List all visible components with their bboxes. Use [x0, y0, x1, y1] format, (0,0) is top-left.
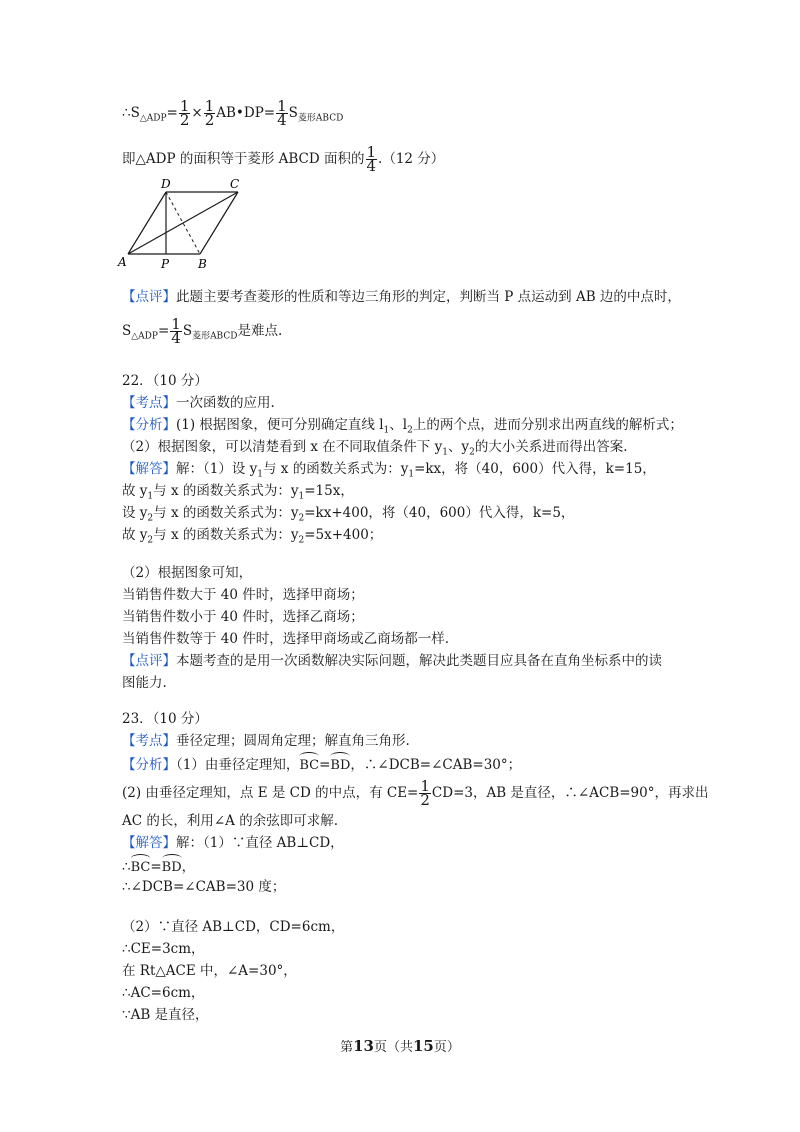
q23-part2-2 — [122, 940, 205, 958]
dianping-text: 本题考查的是用一次函数解决实际问题，解决此类题目应具备在直角坐标系中的读 — [176, 653, 662, 669]
q22-part2-4 — [122, 630, 449, 648]
q23-heading — [122, 710, 208, 728]
equals-sign: = — [150, 859, 162, 875]
fenxi-text: （2）根据图象，可以清楚看到 x 在不同取值条件下 y — [122, 439, 443, 455]
jieda-text: （2）∵直径 AB⊥CD，CD=6cm， — [122, 919, 345, 935]
jieda-text: =5x+400； — [304, 527, 383, 543]
arc-bd: BD — [162, 856, 182, 877]
therefore-sign: ∴ — [122, 859, 131, 875]
jieda-text: 与 x 的函数关系式为：y — [153, 505, 299, 521]
fenxi-text: (1) 根据图象，便可分别确定直线 l — [176, 417, 384, 433]
fraction-num: 1 — [171, 315, 181, 333]
q23-part2-1 — [122, 918, 344, 936]
q22-jieda-4 — [122, 526, 382, 550]
score-text: .（12 分） — [378, 151, 445, 167]
footer-text: 页（共 — [373, 1040, 413, 1055]
fraction-num: 1 — [277, 97, 287, 115]
kaodian-tag: 【考点】 — [122, 733, 176, 749]
q22-part2-3 — [122, 608, 364, 626]
q23-jieda-3 — [122, 878, 285, 896]
s-symbol: S — [288, 105, 298, 121]
q22-part2-1 — [122, 564, 252, 582]
arc-bd: BD — [330, 754, 350, 775]
fraction-den: 4 — [277, 111, 287, 129]
fraction-quarter — [276, 97, 288, 129]
jieda-text: 当销售件数大于 40 件时，选择甲商场； — [122, 587, 364, 603]
q23-fenxi-2 — [122, 777, 709, 809]
jieda-text: 在 Rt△ACE 中，∠A=30°， — [122, 963, 297, 979]
equals-sign: = — [157, 323, 170, 339]
fraction-half-1 — [179, 97, 191, 129]
jieda-text: 设 y — [122, 505, 148, 521]
fenxi-tag: 【分析】 — [122, 757, 176, 773]
q23-kaodian — [122, 732, 410, 750]
edge-cb — [200, 192, 238, 254]
label-b: B — [198, 257, 207, 271]
jieda-text: 与 x 的函数关系式为：y — [263, 461, 409, 477]
subscript: 2 — [469, 447, 475, 458]
comment-text: 此题主要考查菱形的性质和等边三角形的判定，判断当 P 点运动到 AB 边的中点时， — [176, 289, 681, 305]
fenxi-text: （1）由垂径定理知， — [176, 757, 300, 773]
page-total: 15 — [413, 1037, 434, 1055]
subscript: 2 — [298, 535, 305, 546]
s-symbol: S — [122, 323, 132, 339]
area-equation-line — [122, 97, 344, 129]
equals-sign: = — [319, 757, 331, 773]
fraction-den: 4 — [171, 329, 181, 347]
q23-part2-5 — [122, 1006, 209, 1024]
jieda-text: 故 y — [122, 483, 148, 499]
q23-part2-3 — [122, 962, 297, 980]
equals-sign: = — [166, 105, 178, 121]
jieda-tag: 【解答】 — [122, 835, 176, 851]
fraction-num: 1 — [204, 97, 215, 115]
comment-line-2 — [122, 315, 283, 347]
label-a: A — [118, 255, 127, 269]
q22-dianping-2 — [122, 674, 167, 692]
fraction-den: 2 — [204, 111, 215, 129]
kaodian-text: 一次函数的应用. — [176, 395, 275, 411]
rhombus-figure — [116, 176, 248, 272]
jieda-text: 故 y — [122, 527, 148, 543]
q22-jieda-1 — [122, 460, 656, 484]
dianping-text: 图能力. — [122, 675, 167, 691]
jieda-text: ∵AB 是直径， — [122, 1007, 209, 1023]
jieda-text: ∴CE=3cm， — [122, 941, 205, 957]
comma: ， — [181, 859, 196, 875]
subscript: 1 — [298, 491, 305, 502]
q23-fenxi-3 — [122, 812, 338, 830]
fraction-half — [419, 777, 431, 809]
label-d: D — [161, 177, 171, 191]
subscript-rhombus: 菱形ABCD — [192, 331, 238, 342]
jieda-tag: 【解答】 — [122, 461, 176, 477]
fenxi-text: ，∴∠DCB=∠CAB=30°； — [350, 757, 522, 773]
ab-dp-text: AB•DP= — [216, 105, 276, 121]
fraction-num: 1 — [366, 143, 377, 161]
subscript: 2 — [147, 513, 154, 524]
fenxi-text: 的大小关系进而得出答案. — [474, 439, 628, 455]
page-footer — [0, 1036, 800, 1055]
fenxi-text: CD=3，AB 是直径，∴∠ACB=90°，再求出 — [431, 785, 709, 801]
times-sign: × — [191, 105, 203, 121]
arc-bc: BC — [131, 856, 151, 877]
jieda-text: 解：（1）∵直径 AB⊥CD， — [176, 835, 344, 851]
fraction-num: 1 — [179, 97, 190, 115]
fenxi-text: AC 的长，利用∠A 的余弦即可求解. — [122, 813, 339, 829]
fraction-quarter — [170, 315, 182, 347]
jieda-text: =kx，将（40，600）代入得，k=15， — [414, 461, 656, 477]
s-symbol: S — [182, 323, 193, 339]
fraction-half-2 — [204, 97, 216, 129]
fenxi-tag: 【分析】 — [122, 417, 176, 433]
subscript-rhombus: 菱形ABCD — [297, 113, 344, 124]
diagonal-ac — [128, 192, 238, 254]
jieda-text: ∴AC=6cm， — [122, 985, 205, 1001]
edge-ad — [128, 192, 166, 254]
jieda-text: 与 x 的函数关系式为：y — [153, 527, 299, 543]
q23-fenxi-1 — [122, 754, 521, 775]
fraction-quarter — [366, 143, 378, 175]
subscript: 1 — [383, 425, 390, 436]
jieda-text: （2）根据图象可知， — [122, 565, 253, 581]
fraction-den: 4 — [366, 157, 377, 175]
jieda-text: =kx+400，将（40，600）代入得，k=5， — [304, 505, 575, 521]
subscript-adp: △ADP — [139, 113, 167, 124]
q22-jieda-2 — [122, 482, 354, 506]
q23-part2-4 — [122, 984, 204, 1002]
q22-fenxi-1 — [122, 416, 683, 440]
fenxi-text: (2) 由垂径定理知，点 E 是 CD 的中点，有 CE= — [122, 785, 419, 801]
footer-text: 页） — [433, 1040, 460, 1055]
q22-dianping-1 — [122, 652, 662, 670]
jieda-text: 当销售件数等于 40 件时，选择甲商场或乙商场都一样. — [122, 631, 450, 647]
page-number: 13 — [353, 1037, 374, 1055]
therefore-s: ∴S — [122, 105, 140, 121]
conclusion-text: 即△ADP 的面积等于菱形 ABCD 面积的 — [122, 151, 365, 167]
q22-kaodian — [122, 394, 275, 412]
subscript: 1 — [408, 469, 415, 480]
jieda-text: 解：（1）设 y — [176, 461, 258, 477]
subscript: 1 — [147, 491, 154, 502]
conclusion-line — [122, 143, 445, 175]
subscript: 1 — [442, 447, 448, 458]
kaodian-text: 垂径定理；圆周角定理；解直角三角形. — [176, 733, 410, 749]
q23-jieda-2 — [122, 856, 195, 877]
q22-part2-2 — [122, 586, 364, 604]
subscript: 2 — [298, 513, 305, 524]
comment-line-1 — [122, 288, 681, 306]
fenxi-text: 、l — [389, 417, 408, 433]
q22-jieda-3 — [122, 504, 574, 528]
jieda-text: =15x， — [304, 483, 354, 499]
fraction-num: 1 — [420, 777, 430, 795]
fraction-den: 2 — [179, 111, 190, 129]
dianping-tag: 【点评】 — [122, 653, 176, 669]
kaodian-tag: 【考点】 — [122, 395, 176, 411]
label-p: P — [161, 257, 170, 271]
fenxi-text: 上的两个点，进而分别求出两直线的解析式； — [412, 417, 683, 433]
jieda-text: ∴∠DCB=∠CAB=30 度； — [122, 879, 286, 895]
comment-tag: 【点评】 — [122, 289, 176, 305]
comment-tail: 是难点. — [237, 323, 283, 339]
q23-jieda-1 — [122, 834, 344, 852]
footer-text: 第 — [340, 1040, 354, 1055]
subscript: 1 — [257, 469, 263, 480]
q22-title: 22．（10 分） — [122, 373, 208, 389]
subscript-adp: △ADP — [131, 331, 158, 342]
q23-title: 23．（10 分） — [122, 711, 208, 727]
fraction-den: 2 — [420, 791, 430, 809]
q22-heading — [122, 372, 208, 390]
jieda-text: 与 x 的函数关系式为：y — [153, 483, 299, 499]
fenxi-text: 、y — [447, 439, 470, 455]
label-c: C — [230, 177, 240, 191]
subscript: 2 — [147, 535, 154, 546]
jieda-text: 当销售件数小于 40 件时，选择乙商场； — [122, 609, 364, 625]
arc-bc: BC — [299, 754, 319, 775]
q22-fenxi-2 — [122, 438, 628, 462]
subscript: 2 — [407, 425, 413, 436]
